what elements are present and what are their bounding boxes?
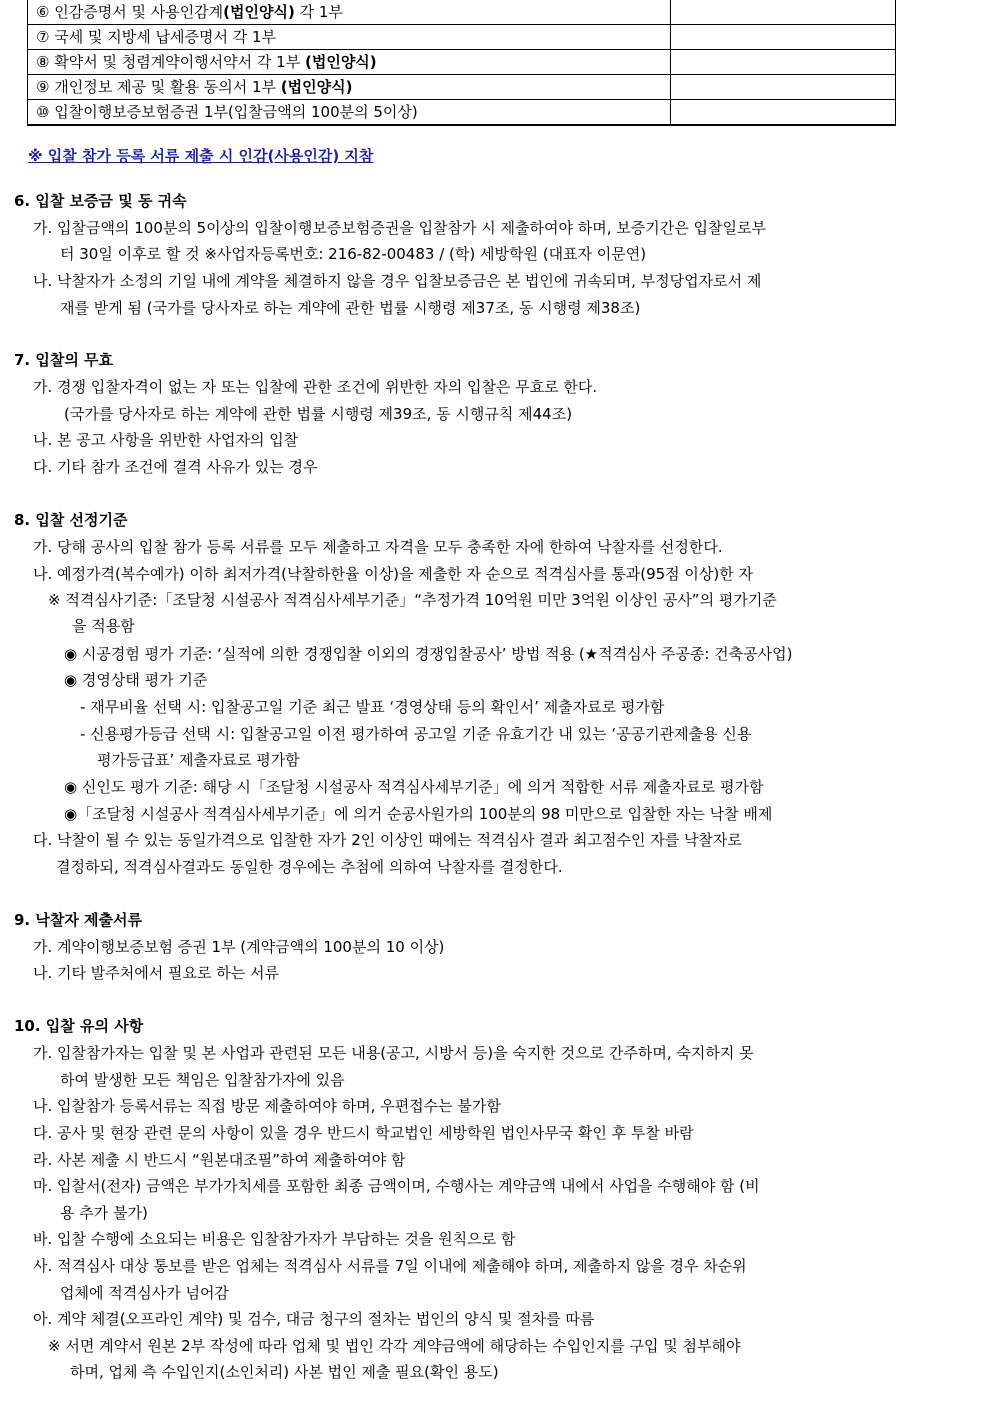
section-10-item-na: 나. 입찰참가 등록서류는 직접 방문 제출하여야 하며, 우편접수는 불가함: [33, 1097, 501, 1115]
section-6-item-na-cont: 재를 받게 됨 (국가를 당사자로 하는 계약에 관한 법률 시행령 제37조, 동 시행령 제38조): [60, 299, 641, 317]
section-10-item-da: 다. 공사 및 현장 관련 문의 사항이 있을 경우 반드시 학교법인 세방학원 법인사무국 확인 후 투찰 바람: [33, 1124, 694, 1142]
section-9-item-ga: 가. 계약이행보증보험 증권 1부 (계약금액의 100분의 10 이상): [33, 938, 445, 956]
document-note: [671, 100, 896, 126]
section-10-item-sa-cont: 업체에 적격심사가 넘어감: [60, 1284, 229, 1302]
document-note: [671, 25, 896, 50]
section-6-heading: 6. 입찰 보증금 및 동 귀속: [14, 192, 187, 210]
section-10-item-ma-cont: 용 추가 불가): [60, 1204, 148, 1222]
section-7-heading: 7. 입찰의 무효: [14, 351, 114, 369]
document-note: [671, 0, 896, 25]
section-7-item-na: 나. 본 공고 사항을 위반한 사업자의 입찰: [33, 431, 299, 449]
section-10-item-sa: 사. 적격심사 대상 통보를 받은 업체는 적격심사 서류를 7일 이내에 제출해야 하며, 제출하지 않을 경우 차순위: [33, 1257, 747, 1275]
section-6-item-na: 나. 낙찰자가 소정의 기일 내에 계약을 체결하지 않을 경우 입찰보증금은 본 법인에 귀속되며, 부정당업자로서 제: [33, 272, 762, 290]
section-8-item-da: 다. 낙찰이 될 수 있는 동일가격으로 입찰한 자가 2인 이상인 때에는 적격심사 결과 최고점수인 자를 낙찰자로: [33, 831, 742, 849]
section-10-item-a: 아. 계약 체결(오프라인 계약) 및 검수, 대금 청구의 절차는 법인의 양식 및 절차를 따름: [33, 1310, 595, 1328]
section-6-item-ga-cont: 터 30일 이후로 할 것 ※사업자등록번호: 216-82-00483 / (학) 세방학원 (대표자 이문연): [60, 245, 647, 263]
section-10-item-ga-cont: 하여 발생한 모든 책임은 입찰참가자에 있음: [60, 1071, 345, 1089]
section-10-note: ※ 서면 계약서 원본 2부 작성에 따라 업체 및 법인 각각 계약금액에 해당하는 수입인지를 구입 및 첨부해야: [48, 1337, 741, 1355]
document-item: ⑨ 개인정보 제공 및 활용 동의서 1부 (법인양식): [28, 75, 671, 100]
section-10-heading: 10. 입찰 유의 사항: [14, 1017, 144, 1035]
section-10-item-ra: 라. 사본 제출 시 반드시 “원본대조필”하여 제출하여야 함: [33, 1151, 406, 1169]
document-note: [671, 50, 896, 75]
section-8-item-ga: 가. 당해 공사의 입찰 참가 등록 서류를 모두 제출하고 자격을 모두 충족한 자에 한하여 낙찰자를 선정한다.: [33, 538, 723, 556]
document-item: ⑥ 인감증명서 및 사용인감계(법인양식) 각 1부: [28, 0, 671, 25]
section-8-standard: ※ 적격심사기준:「조달청 시설공사 적격심사세부기준」“추정가격 10억원 미만 3억원 이상인 공사”의 평가기준: [48, 591, 777, 609]
section-10-note-cont: 하며, 업체 측 수입인지(소인처리) 사본 법인 제출 필요(확인 용도): [70, 1363, 499, 1381]
section-8-dash-credit-cont: 평가등급표’ 제출자료로 평가함: [97, 751, 300, 769]
document-item: ⑩ 입찰이행보증보험증권 1부(입찰금액의 100분의 5이상): [28, 100, 671, 126]
document-item: ⑧ 확약서 및 청렴계약이행서약서 각 1부 (법인양식): [28, 50, 671, 75]
section-8-heading: 8. 입찰 선정기준: [14, 511, 128, 529]
section-10-item-ga: 가. 입찰참가자는 입찰 및 본 사업과 관련된 모든 내용(공고, 시방서 등)을 숙지한 것으로 간주하며, 숙지하지 못: [33, 1044, 754, 1062]
table-row: [28, 25, 896, 50]
required-documents-table: [27, 0, 896, 126]
section-8-item-na: 나. 예정가격(복수예가) 이하 최저가격(낙찰하한율 이상)을 제출한 자 순으로 적격심사를 통과(95점 이상)한 자: [33, 565, 754, 583]
table-row: [28, 0, 896, 25]
section-8-bullet-exclusion: ◉「조달청 시설공사 적격심사세부기준」에 의거 순공사원가의 100분의 98 미만으로 입찰한 자는 낙찰 배제: [64, 805, 773, 823]
section-8-dash-financial: - 재무비율 선택 시: 입찰공고일 기준 최근 발표 ‘경영상태 등의 확인서’ 제출자료로 평가함: [80, 698, 665, 716]
section-8-standard-cont: 을 적용함: [72, 617, 135, 635]
section-8-bullet-management: ◉ 경영상태 평가 기준: [64, 671, 208, 689]
section-7-item-ga: 가. 경쟁 입찰자격이 없는 자 또는 입찰에 관한 조건에 위반한 자의 입찰은 무효로 한다.: [33, 378, 598, 396]
table-row: [28, 50, 896, 75]
document-note: [671, 75, 896, 100]
section-7-item-da: 다. 기타 참가 조건에 결격 사유가 있는 경우: [33, 458, 318, 476]
section-10-item-ma: 마. 입찰서(전자) 금액은 부가가치세를 포함한 최종 금액이며, 수행사는 계약금액 내에서 사업을 수행해야 함 (비: [33, 1177, 760, 1195]
document-item: ⑦ 국세 및 지방세 납세증명서 각 1부: [28, 25, 671, 50]
section-6-item-ga: 가. 입찰금액의 100분의 5이상의 입찰이행보증보험증권을 입찰참가 시 제출하여야 하며, 보증기간은 입찰일로부: [33, 219, 766, 237]
section-8-dash-credit: - 신용평가등급 선택 시: 입찰공고일 이전 평가하여 공고일 기준 유효기간 내 있는 ‘공공기관제출용 신용: [80, 725, 752, 743]
section-10-item-ba: 바. 입찰 수행에 소요되는 비용은 입찰참가자가 부담하는 것을 원칙으로 함: [33, 1230, 516, 1248]
section-9-heading: 9. 낙찰자 제출서류: [14, 911, 143, 929]
section-8-bullet-experience: ◉ 시공경험 평가 기준: ‘실적에 의한 경쟁입찰 이외의 경쟁입찰공사’ 방법 적용 (★적격심사 주공종: 건축공사업): [64, 645, 793, 663]
section-7-item-ga-cont: (국가를 당사자로 하는 계약에 관한 법률 시행령 제39조, 동 시행규칙 제44조): [64, 405, 573, 423]
seal-notice: ※ 입찰 참가 등록 서류 제출 시 인감(사용인감) 지참: [28, 147, 374, 165]
section-8-bullet-credibility: ◉ 신인도 평가 기준: 해당 시「조달청 시설공사 적격심사세부기준」에 의거 적합한 서류 제출자료로 평가함: [64, 778, 764, 796]
section-8-item-da-cont: 결정하되, 적격심사결과도 동일한 경우에는 추첨에 의하여 낙찰자를 결정한다.: [56, 858, 563, 876]
table-row: [28, 75, 896, 100]
section-9-item-na: 나. 기타 발주처에서 필요로 하는 서류: [33, 964, 279, 982]
table-row: [28, 100, 896, 126]
